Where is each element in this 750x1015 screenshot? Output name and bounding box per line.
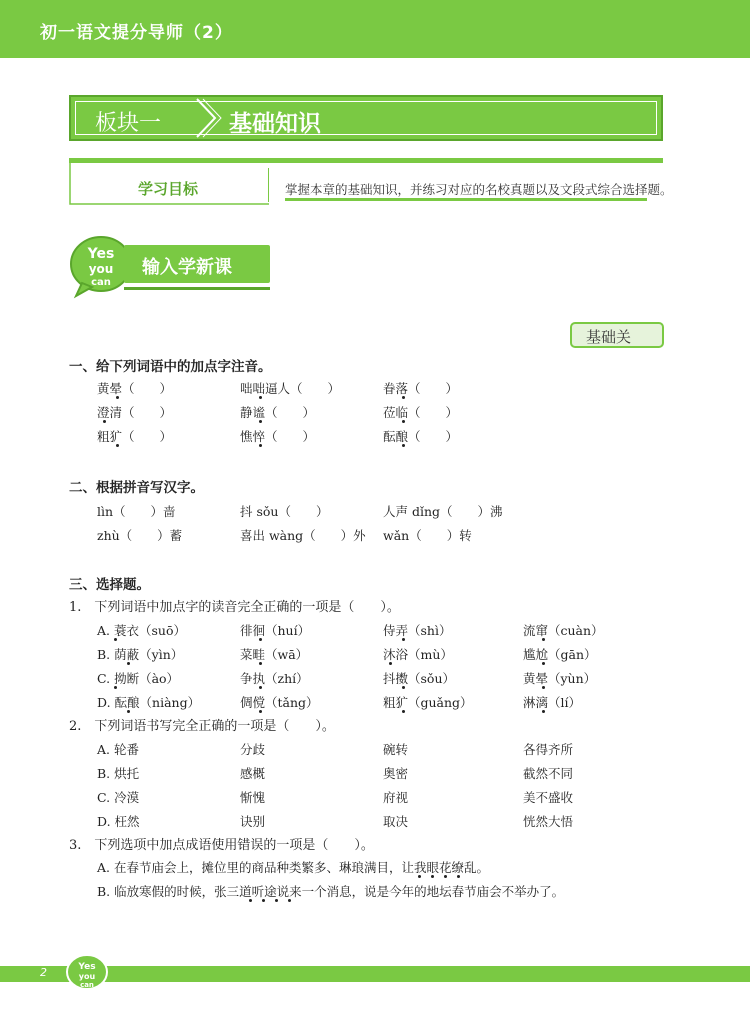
q2-item: zhù（ ）蓄 [97,528,183,543]
emphasis-dot [288,899,291,902]
q3-option: 美不盛收 [523,790,574,805]
q1-item: 莅临（ ） [383,405,459,420]
q2-item: 喜出 wàng（ ）外 [240,528,366,543]
emphasis-dot [259,662,262,665]
emphasis-dot [103,420,106,423]
q1-title: 一、给下列词语中的加点字注音。 [69,359,272,375]
emphasis-dot [542,662,545,665]
lesson-title: 输入学新课 [142,257,232,278]
q3-stem: 2. 下列词语书写完全正确的一项是（ ）。 [69,719,335,734]
q3-option: 抖擞（sǒu） [383,671,455,686]
svg-text:can: can [91,277,111,288]
q3-option: 各得齐所 [523,742,574,757]
q3-option: 侍弄（shì） [383,623,452,638]
section-number: 板块一 [95,111,162,136]
emphasis-dot [259,686,262,689]
svg-text:you: you [78,972,96,981]
goal-label: 学习目标 [138,180,199,198]
emphasis-dot [262,899,265,902]
emphasis-dot [444,875,447,878]
emphasis-dot [431,875,434,878]
q1-item: 憔悴（ ） [240,429,316,444]
q3-option: 恍然大悟 [523,814,574,829]
q3-option: B. 临放寒假的时候，张三道听途说来一个消息，说是今年的地坛春节庙会不举办了。 [97,884,565,899]
emphasis-dot [116,444,119,447]
q3-option: B. 烘托 [97,766,140,781]
svg-text:you: you [88,262,114,276]
emphasis-dot [116,396,119,399]
q3-option: 感概 [240,766,266,781]
q1-item: 眷落（ ） [383,381,459,396]
q3-option: 惭愧 [240,790,266,805]
header-bar [0,0,750,58]
svg-text:can: can [80,981,94,989]
emphasis-dot [127,662,130,665]
emphasis-dot [259,638,262,641]
emphasis-dot [275,899,278,902]
q1-item: 粗犷（ ） [97,429,173,444]
banner-inner-border [75,101,657,135]
emphasis-dot [402,444,405,447]
q3-option: 取决 [383,814,409,829]
emphasis-dot [114,686,117,689]
q3-option: 流窜（cuàn） [523,623,604,638]
q1-item: 静谧（ ） [240,405,316,420]
q3-option: D. 枉然 [97,814,140,829]
emphasis-dot [259,710,262,713]
q3-option: 粗犷（guǎng） [383,695,473,710]
emphasis-dot [259,444,262,447]
q2-title: 二、根据拼音写汉字。 [69,480,204,496]
q2-item: lìn（ ）啬 [97,504,176,519]
goal-divider [268,168,269,202]
level-badge [570,322,664,348]
q3-option: D. 酝酿（niàng） [97,695,201,710]
emphasis-dot [402,420,405,423]
q3-option: C. 冷漠 [97,790,140,805]
yes-you-can-logo-icon [64,952,110,994]
q3-option: 尴尬（gān） [523,647,597,662]
emphasis-dot [389,662,392,665]
emphasis-dot [542,686,545,689]
goal-underline [285,198,647,201]
section-title: 基础知识 [229,111,321,137]
lesson-banner [124,245,270,283]
q1-item: 黄晕（ ） [97,381,173,396]
level-label: 基础关 [586,328,632,346]
emphasis-dot [259,396,262,399]
q3-option: B. 荫蔽（yìn） [97,647,184,662]
q3-title: 三、选择题。 [69,577,150,593]
emphasis-dot [418,875,421,878]
q3-stem: 3. 下列选项中加点成语使用错误的一项是（ ）。 [69,838,374,853]
footer-bar [0,966,750,982]
goal-text: 掌握本章的基础知识，并练习对应的名校真题以及文段式综合选择题。 [285,182,673,197]
q3-option: C. 拗断（ào） [97,671,180,686]
q3-option: 分歧 [240,742,266,757]
q3-option: A. 蓑衣（suō） [97,623,186,638]
q3-option: 黄晕（yùn） [523,671,597,686]
q3-option: 府视 [383,790,409,805]
q1-item: 酝酿（ ） [383,429,459,444]
q3-option: A. 轮番 [97,742,139,757]
q3-option: A. 在春节庙会上，摊位里的商品种类繁多、琳琅满目，让我眼花缭乱。 [97,860,489,875]
q2-item: 人声 dǐng（ ）沸 [383,504,503,519]
q3-stem: 1. 下列词语中加点字的读音完全正确的一项是（ ）。 [69,600,400,615]
emphasis-dot [127,710,130,713]
lesson-rule [124,287,270,290]
q3-option: 徘徊（huí） [240,623,311,638]
q3-option: 诀别 [240,814,266,829]
emphasis-dot [542,638,545,641]
emphasis-dot [249,899,252,902]
q1-item: 澄清（ ） [97,405,173,420]
emphasis-dot [542,710,545,713]
emphasis-dot [457,875,460,878]
q3-option: 截然不同 [523,766,574,781]
q2-item: 抖 sǒu（ ） [240,504,329,519]
svg-text:Yes: Yes [87,246,115,262]
q1-item: 咄咄逼人（ ） [240,381,341,396]
section-banner [69,95,663,141]
emphasis-dot [402,710,405,713]
emphasis-dot [402,638,405,641]
emphasis-dot [114,638,117,641]
q3-option: 淋漓（lí） [523,695,581,710]
q3-option: 菜畦（wā） [240,647,309,662]
emphasis-dot [402,396,405,399]
emphasis-dot [402,686,405,689]
chevron-right-icon [189,97,229,139]
page-number: 2 [40,966,47,979]
q3-option: 争执（zhí） [240,671,309,686]
emphasis-dot [259,420,262,423]
svg-text:Yes: Yes [78,962,96,972]
q3-option: 奥密 [383,766,409,781]
header-title: 初一语文提分导师（2） [40,23,233,43]
q3-option: 碗转 [383,742,409,757]
q2-item: wǎn（ ）转 [383,528,472,543]
q3-option: 倜傥（tǎng） [240,695,319,710]
q3-option: 沐浴（mù） [383,647,453,662]
